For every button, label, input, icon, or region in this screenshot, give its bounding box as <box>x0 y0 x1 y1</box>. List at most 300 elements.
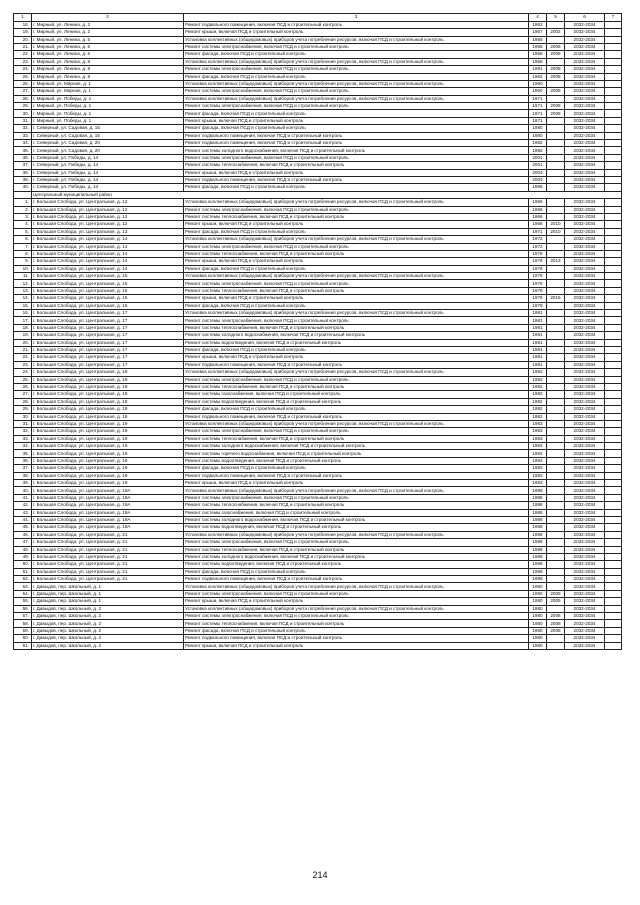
table-row <box>14 21 622 28</box>
planned-period-cell: 2032-2034 <box>565 177 605 184</box>
row-number: 19. <box>14 332 32 339</box>
empty-cell <box>605 553 622 560</box>
last-repair-year-cell <box>547 162 565 169</box>
address-cell: г. Большая Слобода, ул. Центральная, д. 18 <box>32 369 184 376</box>
row-number: 9. <box>14 258 32 265</box>
year-built-cell: 1981 <box>529 332 547 339</box>
planned-period-cell: 2032-2034 <box>565 339 605 346</box>
empty-cell <box>605 472 622 479</box>
year-built-cell: 1971 <box>529 95 547 102</box>
table-row <box>14 80 622 87</box>
address-cell: г. Большая Слобода, ул. Центральная, д. 15 <box>32 295 184 302</box>
last-repair-year-cell <box>547 324 565 331</box>
work-type-cell: Ремонт подвального помещения, включая ПСД и строительный контроль <box>184 177 529 184</box>
table-row <box>14 280 622 287</box>
year-built-cell: 1960 <box>529 80 547 87</box>
year-built-cell: 1988 <box>529 524 547 531</box>
work-type-cell: Ремонт системы теплоснабжения, включая ПСД и строительный контроль <box>184 162 529 169</box>
work-type-cell: Ремонт системы электроснабжения, включая ПСД и строительный контроль <box>184 206 529 213</box>
table-row <box>14 29 622 36</box>
empty-cell <box>605 199 622 206</box>
empty-cell <box>605 58 622 65</box>
last-repair-year-cell <box>547 273 565 280</box>
last-repair-year-cell: 2008 <box>547 103 565 110</box>
work-type-cell: Ремонт системы электроснабжения, включая ПСД и строительный контроль <box>184 376 529 383</box>
work-type-cell: Установка коллективных (общедомовых) приборов учета потребления ресурсов, включая ПСД и строительный контроль <box>184 199 529 206</box>
address-cell: г. Большая Слобода, ул. Центральная, д. 12 <box>32 199 184 206</box>
table-row <box>14 450 622 457</box>
last-repair-year-cell: 2008 <box>547 51 565 58</box>
work-type-cell: Ремонт крыши, включая ПСД и строительный контроль <box>184 480 529 487</box>
empty-cell <box>605 576 622 583</box>
planned-period-cell: 2032-2034 <box>565 66 605 73</box>
address-cell: г. Большая Слобода, ул. Центральная, д. 14 <box>32 265 184 272</box>
year-built-cell: 1988 <box>529 531 547 538</box>
year-built-cell: 1981 <box>529 346 547 353</box>
table-row <box>14 391 622 398</box>
page-number: 214 <box>312 870 328 880</box>
empty-cell <box>605 413 622 420</box>
row-number: 34. <box>14 443 32 450</box>
row-number: 54. <box>14 590 32 597</box>
planned-period-cell: 2032-2034 <box>565 228 605 235</box>
last-repair-year-cell <box>547 184 565 191</box>
year-built-cell: 1980 <box>529 642 547 649</box>
address-cell: г. Северный, ул. Победы, д. 14 <box>32 169 184 176</box>
row-number: 37. <box>14 465 32 472</box>
address-cell: г. Давыдов, пер. Школьный, д. 2 <box>32 620 184 627</box>
address-cell: г. Большая Слобода, ул. Центральная, д. 19 <box>32 480 184 487</box>
last-repair-year-cell <box>547 250 565 257</box>
planned-period-cell: 2032-2034 <box>565 332 605 339</box>
year-built-cell: 1966 <box>529 213 547 220</box>
work-type-cell: Ремонт системы газоснабжения, включая ПСД и строительный контроль <box>184 391 529 398</box>
planned-period-cell: 2032-2034 <box>565 413 605 420</box>
last-repair-year-cell <box>547 457 565 464</box>
table-row <box>14 66 622 73</box>
table-row <box>14 51 622 58</box>
work-type-cell: Ремонт фасада, включая ПСД и строительный контроль <box>184 110 529 117</box>
last-repair-year-cell: 2005 <box>547 598 565 605</box>
empty-cell <box>605 354 622 361</box>
work-type-cell: Ремонт фасада, включая ПСД и строительный контроль <box>184 125 529 132</box>
address-cell: г. Большая Слобода, ул. Центральная, д. 19А <box>32 524 184 531</box>
year-built-cell: 1988 <box>529 516 547 523</box>
planned-period-cell: 2032-2034 <box>565 635 605 642</box>
table-row <box>14 531 622 538</box>
empty-cell <box>605 132 622 139</box>
address-cell: г. Большая Слобода, ул. Центральная, д. 17 <box>32 339 184 346</box>
work-type-cell: Установка коллективных (общедомовых) приборов учета потребления ресурсов, включая ПСД и строительный контроль <box>184 531 529 538</box>
work-type-cell: Ремонт системы водоотведения, включая ПСД и строительный контроль <box>184 339 529 346</box>
work-type-cell: Ремонт крыши, включая ПСД и строительный контроль <box>184 169 529 176</box>
last-repair-year-cell <box>547 95 565 102</box>
table-row <box>14 273 622 280</box>
year-built-cell: 1980 <box>529 605 547 612</box>
empty-cell <box>605 125 622 132</box>
last-repair-year-cell <box>547 332 565 339</box>
row-number: 28. <box>14 95 32 102</box>
last-repair-year-cell <box>547 147 565 154</box>
year-built-cell: 1978 <box>529 265 547 272</box>
empty-cell <box>605 480 622 487</box>
work-type-cell: Ремонт системы водоотведения, включая ПСД и строительный контроль <box>184 398 529 405</box>
address-cell: г. Большая Слобода, ул. Центральная, д. 21 <box>32 531 184 538</box>
planned-period-cell: 2032-2034 <box>565 199 605 206</box>
planned-period-cell: 2032-2034 <box>565 103 605 110</box>
table-row <box>14 265 622 272</box>
year-built-cell: 1988 <box>529 494 547 501</box>
empty-cell <box>605 36 622 43</box>
year-built-cell: 1982 <box>529 140 547 147</box>
last-repair-year-cell <box>547 354 565 361</box>
year-built-cell: 1988 <box>529 576 547 583</box>
row-number: 22. <box>14 354 32 361</box>
address-cell: г. Северный, ул. Садовая, д. 20 <box>32 147 184 154</box>
table-row <box>14 43 622 50</box>
empty-cell <box>605 43 622 50</box>
planned-period-cell: 2032-2034 <box>565 302 605 309</box>
year-built-cell: 1979 <box>529 287 547 294</box>
address-cell: г. Большая Слобода, ул. Центральная, д. 19А <box>32 516 184 523</box>
address-cell: г. Большая Слобода, ул. Центральная, д. 15 <box>32 273 184 280</box>
last-repair-year-cell <box>547 635 565 642</box>
row-number: 39. <box>14 177 32 184</box>
work-type-cell: Ремонт подвального помещения, включая ПСД и строительный контроль <box>184 413 529 420</box>
planned-period-cell: 2032-2034 <box>565 280 605 287</box>
row-number: 33. <box>14 132 32 139</box>
work-type-cell: Установка коллективных (общедомовых) приборов учета потребления ресурсов, включая ПСД и строительный контроль <box>184 36 529 43</box>
work-type-cell: Установка коллективных (общедомовых) приборов учета потребления ресурсов, включая ПСД и строительный контроль <box>184 236 529 243</box>
last-repair-year-cell <box>547 391 565 398</box>
address-cell: г. Большая Слобода, ул. Центральная, д. 12 <box>32 206 184 213</box>
address-cell: г. Давыдов, пер. Школьный, д. 1 <box>32 583 184 590</box>
last-repair-year-cell <box>547 36 565 43</box>
planned-period-cell: 2032-2034 <box>565 546 605 553</box>
last-repair-year-cell <box>547 561 565 568</box>
empty-cell <box>605 177 622 184</box>
planned-period-cell: 2032-2034 <box>565 457 605 464</box>
year-built-cell: 1971 <box>529 103 547 110</box>
work-type-cell: Ремонт системы электроснабжения, включая ПСД и строительный контроль <box>184 243 529 250</box>
planned-period-cell: 2032-2034 <box>565 450 605 457</box>
planned-period-cell: 2032-2034 <box>565 184 605 191</box>
empty-cell <box>605 250 622 257</box>
row-number: 14. <box>14 295 32 302</box>
empty-cell <box>605 73 622 80</box>
last-repair-year-cell <box>547 169 565 176</box>
address-cell: г. Давыдов, пер. Школьный, д. 2 <box>32 605 184 612</box>
planned-period-cell: 2032-2034 <box>565 80 605 87</box>
row-number: 8. <box>14 250 32 257</box>
table-row <box>14 88 622 95</box>
address-cell: г. Мирный, ул. Ленина, д. 8 <box>32 73 184 80</box>
year-built-cell: 1958 <box>529 43 547 50</box>
empty-cell <box>605 147 622 154</box>
year-built-cell: 1980 <box>529 598 547 605</box>
work-type-cell: Ремонт системы теплоснабжения, включая ПСД и строительный контроль <box>184 213 529 220</box>
last-repair-year-cell <box>547 361 565 368</box>
work-type-cell: Ремонт системы электроснабжения, включая ПСД и строительный контроль <box>184 66 529 73</box>
planned-period-cell: 2032-2034 <box>565 21 605 28</box>
address-cell: г. Северный, ул. Победы, д. 14 <box>32 162 184 169</box>
last-repair-year-cell <box>547 369 565 376</box>
last-repair-year-cell <box>547 280 565 287</box>
address-cell: г. Большая Слобода, ул. Центральная, д. 18 <box>32 391 184 398</box>
last-repair-year-cell: 2013 <box>547 258 565 265</box>
work-type-cell: Ремонт фасада, включая ПСД и строительный контроль <box>184 265 529 272</box>
last-repair-year-cell: 2010 <box>547 228 565 235</box>
row-number: 10. <box>14 265 32 272</box>
empty-cell <box>605 273 622 280</box>
row-number: 41. <box>14 494 32 501</box>
address-cell: г. Большая Слобода, ул. Центральная, д. 18 <box>32 406 184 413</box>
address-cell: г. Северный, ул. Садовая, д. 20 <box>32 140 184 147</box>
empty-cell <box>605 66 622 73</box>
work-type-cell: Ремонт крыши, включая ПСД и строительный контроль <box>184 642 529 649</box>
planned-period-cell: 2032-2034 <box>565 221 605 228</box>
table-row <box>14 177 622 184</box>
address-cell: г. Большая Слобода, ул. Центральная, д. 14 <box>32 243 184 250</box>
table-row <box>14 324 622 331</box>
planned-period-cell: 2032-2034 <box>565 420 605 427</box>
table-row <box>14 576 622 583</box>
work-type-cell: Ремонт крыши, включая ПСД и строительный контроль <box>184 354 529 361</box>
work-type-cell: Ремонт фасада, включая ПСД и строительный контроль <box>184 73 529 80</box>
row-number: 36. <box>14 457 32 464</box>
row-number: 28. <box>14 398 32 405</box>
address-cell: г. Давыдов, пер. Школьный, д. 2 <box>32 642 184 649</box>
row-number: 56. <box>14 605 32 612</box>
address-cell: г. Большая Слобода, ул. Центральная, д. 19 <box>32 465 184 472</box>
row-number: 26. <box>14 80 32 87</box>
planned-period-cell: 2032-2034 <box>565 502 605 509</box>
empty-cell <box>605 346 622 353</box>
table-row <box>14 162 622 169</box>
table-row <box>14 140 622 147</box>
year-built-cell: 1979 <box>529 295 547 302</box>
last-repair-year-cell <box>547 642 565 649</box>
address-cell: г. Большая Слобода, ул. Центральная, д. 19А <box>32 487 184 494</box>
empty-cell <box>605 258 622 265</box>
address-cell: г. Северный, ул. Победы, д. 14 <box>32 177 184 184</box>
row-number: 21. <box>14 346 32 353</box>
row-number: 27. <box>14 88 32 95</box>
year-built-cell: 2003 <box>529 177 547 184</box>
work-type-cell: Установка коллективных (общедомовых) приборов учета потребления ресурсов, включая ПСД и строительный контроль <box>184 583 529 590</box>
work-type-cell: Ремонт крыши, включая ПСД и строительный контроль <box>184 258 529 265</box>
last-repair-year-cell: 2002 <box>547 29 565 36</box>
last-repair-year-cell <box>547 376 565 383</box>
work-type-cell: Ремонт системы электроснабжения, включая ПСД и строительный контроль <box>184 590 529 597</box>
work-type-cell: Ремонт крыши, включая ПСД и строительный контроль <box>184 221 529 228</box>
empty-cell <box>605 613 622 620</box>
row-number: 15. <box>14 302 32 309</box>
row-number: 42. <box>14 502 32 509</box>
last-repair-year-cell <box>547 546 565 553</box>
address-cell: г. Давыдов, пер. Школьный, д. 1 <box>32 590 184 597</box>
planned-period-cell: 2032-2034 <box>565 250 605 257</box>
work-type-cell: Ремонт системы электроснабжения, включая ПСД и строительный контроль <box>184 317 529 324</box>
planned-period-cell: 2032-2034 <box>565 88 605 95</box>
address-cell: г. Большая Слобода, ул. Центральная, д. 15 <box>32 302 184 309</box>
planned-period-cell: 2032-2034 <box>565 273 605 280</box>
year-built-cell: 1988 <box>529 553 547 560</box>
empty-cell <box>605 590 622 597</box>
work-type-cell: Ремонт системы теплоснабжения, включая ПСД и строительный контроль <box>184 287 529 294</box>
work-type-cell: Ремонт фасада, включая ПСД и строительный контроль <box>184 346 529 353</box>
last-repair-year-cell <box>547 420 565 427</box>
row-number: 40. <box>14 184 32 191</box>
empty-cell <box>605 509 622 516</box>
row-number: 2. <box>14 206 32 213</box>
empty-cell <box>605 184 622 191</box>
table-row <box>14 420 622 427</box>
planned-period-cell: 2032-2034 <box>565 51 605 58</box>
work-type-cell: Ремонт системы электроснабжения, включая ПСД и строительный контроль <box>184 103 529 110</box>
year-built-cell: 1962 <box>529 73 547 80</box>
address-cell: г. Мирный, ул. Победы, д. 1 <box>32 103 184 110</box>
last-repair-year-cell <box>547 117 565 124</box>
last-repair-year-cell: 2008 <box>547 627 565 634</box>
address-cell: г. Северный, ул. Победы, д. 14 <box>32 154 184 161</box>
empty-cell <box>605 465 622 472</box>
work-type-cell: Ремонт крыши, включая ПСД и строительный контроль <box>184 598 529 605</box>
address-cell: г. Большая Слобода, ул. Центральная, д. 18 <box>32 398 184 405</box>
work-type-cell: Установка коллективных (общедомовых) приборов учета потребления ресурсов, включая ПСД и строительный контроль <box>184 369 529 376</box>
planned-period-cell: 2032-2034 <box>565 627 605 634</box>
table-row <box>14 369 622 376</box>
row-number: 46. <box>14 531 32 538</box>
last-repair-year-cell <box>547 583 565 590</box>
table-row <box>14 199 622 206</box>
empty-cell <box>605 117 622 124</box>
address-cell: г. Большая Слобода, ул. Центральная, д. 21 <box>32 553 184 560</box>
column-header: 5 <box>547 14 565 22</box>
table-body <box>14 21 622 649</box>
year-built-cell: 1971 <box>529 117 547 124</box>
work-type-cell: Ремонт системы теплоснабжения, включая ПСД и строительный контроль <box>184 324 529 331</box>
planned-period-cell: 2032-2034 <box>565 383 605 390</box>
address-cell: г. Большая Слобода, ул. Центральная, д. 19 <box>32 443 184 450</box>
table-row <box>14 346 622 353</box>
work-type-cell: Ремонт подвального помещения, включая ПСД и строительный контроль <box>184 140 529 147</box>
address-cell: г. Большая Слобода, ул. Центральная, д. 21 <box>32 561 184 568</box>
last-repair-year-cell <box>547 472 565 479</box>
row-number: 32. <box>14 428 32 435</box>
planned-period-cell: 2032-2034 <box>565 524 605 531</box>
table-row <box>14 250 622 257</box>
year-built-cell: 1981 <box>529 324 547 331</box>
planned-period-cell: 2032-2034 <box>565 140 605 147</box>
year-built-cell: 1983 <box>529 435 547 442</box>
last-repair-year-cell <box>547 125 565 132</box>
year-built-cell: 1991 <box>529 66 547 73</box>
address-cell: г. Большая Слобода, ул. Центральная, д. 17 <box>32 361 184 368</box>
planned-period-cell: 2032-2034 <box>565 613 605 620</box>
planned-period-cell: 2032-2034 <box>565 243 605 250</box>
table-row <box>14 635 622 642</box>
empty-cell <box>605 487 622 494</box>
work-type-cell: Ремонт системы холодного водоснабжения, включая ПСД и строительный контроль <box>184 332 529 339</box>
address-cell: г. Давыдов, пер. Школьный, д. 2 <box>32 627 184 634</box>
planned-period-cell: 2032-2034 <box>565 516 605 523</box>
table-row <box>14 465 622 472</box>
table-row <box>14 317 622 324</box>
repair-schedule-table <box>13 13 622 650</box>
empty-cell <box>605 420 622 427</box>
last-repair-year-cell <box>547 80 565 87</box>
year-built-cell: 1980 <box>529 620 547 627</box>
work-type-cell: Ремонт системы холодного водоснабжения, включая ПСД и строительный контроль <box>184 516 529 523</box>
table-row <box>14 487 622 494</box>
year-built-cell: 2001 <box>529 162 547 169</box>
address-cell: г. Большая Слобода, ул. Центральная, д. 19 <box>32 472 184 479</box>
table-row <box>14 103 622 110</box>
year-built-cell: 1972 <box>529 243 547 250</box>
table-row <box>14 58 622 65</box>
planned-period-cell: 2032-2034 <box>565 117 605 124</box>
work-type-cell: Ремонт фасада, включая ПСД и строительный контроль <box>184 568 529 575</box>
row-number: 47. <box>14 539 32 546</box>
table-row <box>14 406 622 413</box>
last-repair-year-cell <box>547 494 565 501</box>
empty-cell <box>605 627 622 634</box>
work-type-cell: Ремонт подвального помещения, включая ПСД и строительный контроль <box>184 635 529 642</box>
row-number: 24. <box>14 369 32 376</box>
address-cell: г. Большая Слобода, ул. Центральная, д. 19 <box>32 428 184 435</box>
work-type-cell: Ремонт крыши, включая ПСД и строительный контроль <box>184 295 529 302</box>
year-built-cell: 1958 <box>529 36 547 43</box>
address-cell: г. Мирный, ул. Ленина, д. 8 <box>32 58 184 65</box>
section-title: Центральный муниципальный район <box>32 191 622 198</box>
year-built-cell: 1958 <box>529 58 547 65</box>
row-number: 16. <box>14 310 32 317</box>
planned-period-cell: 2032-2034 <box>565 346 605 353</box>
last-repair-year-cell <box>547 346 565 353</box>
year-built-cell: 1981 <box>529 310 547 317</box>
planned-period-cell: 2032-2034 <box>565 206 605 213</box>
year-built-cell: 2003 <box>529 169 547 176</box>
row-number: 11. <box>14 273 32 280</box>
empty-cell <box>605 524 622 531</box>
table-row <box>14 553 622 560</box>
address-cell: г. Большая Слобода, ул. Центральная, д. 12 <box>32 213 184 220</box>
table-row <box>14 605 622 612</box>
work-type-cell: Ремонт системы теплоснабжения, включая ПСД и строительный контроль <box>184 502 529 509</box>
column-header: 4 <box>529 14 547 22</box>
work-type-cell: Ремонт системы теплоснабжения, включая ПСД и строительный контроль <box>184 435 529 442</box>
year-built-cell: 1983 <box>529 480 547 487</box>
row-number: 38. <box>14 472 32 479</box>
planned-period-cell: 2032-2034 <box>565 428 605 435</box>
work-type-cell: Ремонт подвального помещения, включая ПСД и строительный контроль <box>184 361 529 368</box>
year-built-cell: 1979 <box>529 273 547 280</box>
row-number: 52. <box>14 576 32 583</box>
address-cell: г. Большая Слобода, ул. Центральная, д. 17 <box>32 317 184 324</box>
year-built-cell: 1981 <box>529 361 547 368</box>
empty-cell <box>605 369 622 376</box>
last-repair-year-cell <box>547 339 565 346</box>
row-number: 37. <box>14 162 32 169</box>
year-built-cell: 1983 <box>529 472 547 479</box>
address-cell: г. Большая Слобода, ул. Центральная, д. 17 <box>32 332 184 339</box>
work-type-cell: Ремонт системы электроснабжения, включая ПСД и строительный контроль <box>184 613 529 620</box>
table-row <box>14 428 622 435</box>
empty-cell <box>605 546 622 553</box>
work-type-cell: Ремонт системы электроснабжения, включая ПСД и строительный контроль <box>184 494 529 501</box>
empty-cell <box>605 598 622 605</box>
